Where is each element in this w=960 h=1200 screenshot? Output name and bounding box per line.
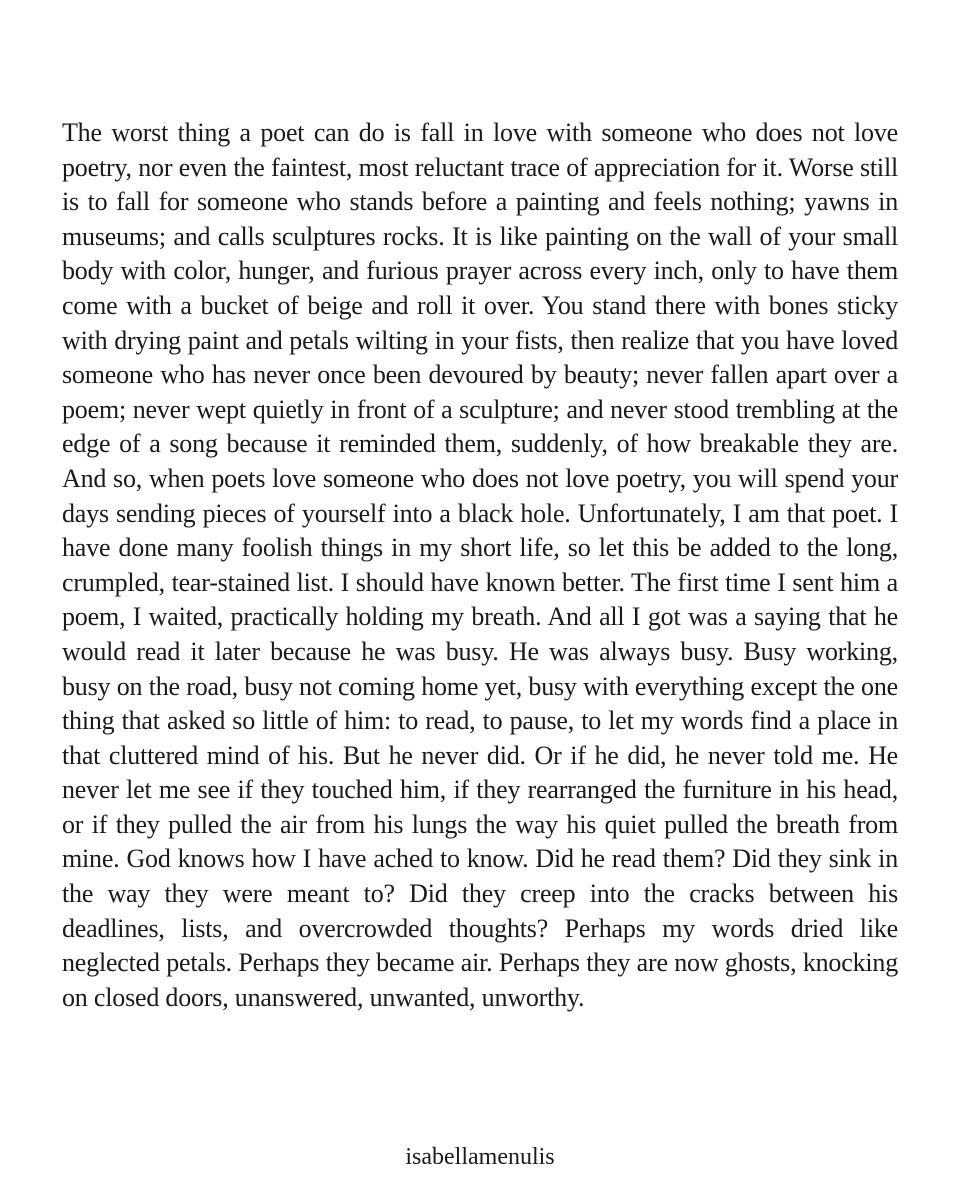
poem-text: The worst thing a poet can do is fall in love with someone who does not love poetry, nor even the faintest, most reluctant trace of appreciation for it. Worse still is to fall for someone who stands before a painting and feels nothing; yawns in museums; and calls sculptures rocks. It is like painting on the wall of your small body with color, hunger, and furious prayer across every inch, only to have them come with a bucket of beige and roll it over. You stand there with bones sticky with drying paint and petals wilting in your fists, then realize that you have loved someone who has never once been devoured by beauty; never fallen apart over a poem; never wept quietly in front of a sculpture; and never stood trembling at the edge of a song because it reminded them, suddenly, of how breakable they are. And so, when poets love someone who does not love poetry, you will spend your days sending pieces of yourself into a black hole. Unfortunately, I am that poet. I have done many foolish things in my short life, so let this be added to the long, crumpled, tear-stained list. I should have known better. The first time I sent him a poem, I waited, practically holding my breath. And all I got was a saying that he would read it later because he was busy. He was always busy. Busy working, busy on the road, busy not coming home yet, busy with everything except the one thing that asked so little of him: to read, to pause, to let my words find a place in that cluttered mind of his. But he never did. Or if he did, he never told me. He never let me see if they touched him, if they rearranged the furniture in his head, or if they pulled the air from his lungs the way his quiet pulled the breath from mine. God knows how I have ached to know. Did he read them? Did they sink in the way they were meant to? Did they creep into the cracks between his deadlines, lists, and overcrowded thoughts? Perhaps my words dried like neglected petals. Perhaps they became air. Perhaps they are now ghosts, knocking on closed doors, unanswered, unwanted, unworthy. <box>62 118 898 1012</box>
author-handle: isabellamenulis <box>405 1144 555 1170</box>
